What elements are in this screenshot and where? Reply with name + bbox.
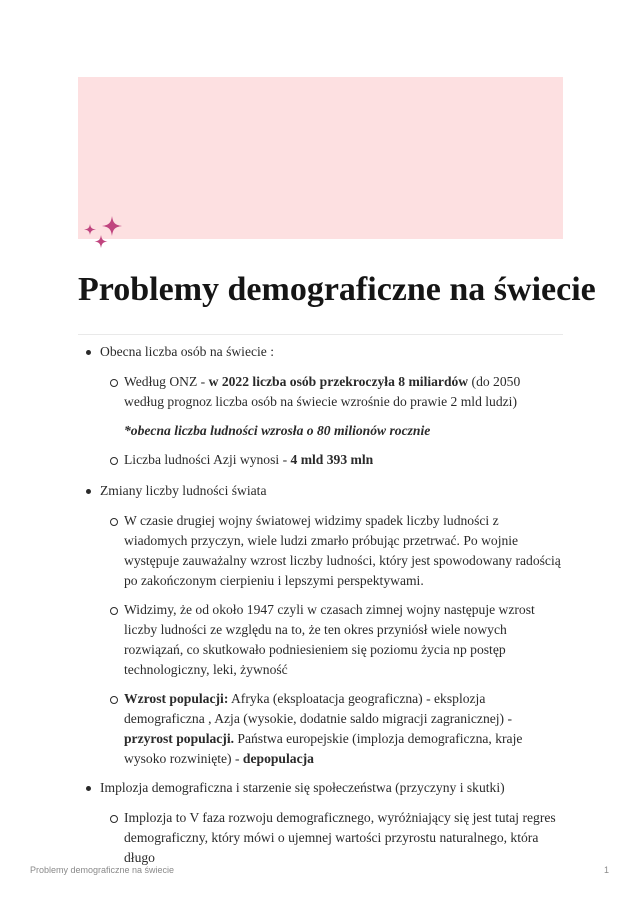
list-item: Zmiany liczby ludności świata [78, 481, 563, 501]
note-text: *obecna liczba ludności wzrosła o 80 milionów rocznie [124, 423, 431, 438]
list-item: Liczba ludności Azji wynosi - 4 mld 393 mln [78, 450, 563, 470]
page-number: 1 [604, 865, 610, 875]
page-title: Problemy demograficzne na świecie [78, 271, 596, 308]
page-content [78, 342, 563, 877]
list-item: Obecna liczba osób na świecie : [78, 342, 563, 362]
list-item: Wzrost populacji: Afryka (eksploatacja geograficzna) - eksplozja demograficzna , Azja (wysokie, dodatnie saldo migracji zagranicznej) - przyrost populacji. Państwa europejskie (implozja demograficzna, kraje wysoko rozwinięte) - depopulacja [78, 689, 563, 769]
cover-banner [78, 77, 563, 239]
list-item: W czasie drugiej wojny światowej widzimy spadek liczby ludności z wiadomych przyczyn, wiele ludzi zmarło próbując przetrwać. Po wojnie występuje zauważalny wzrost liczby ludności, który jest spowodowany radością po zakończonym cierpieniu i lepszymi perspektywami. [78, 511, 563, 591]
list-item: Według ONZ - w 2022 liczba osób przekroczyła 8 miliardów (do 2050 według prognoz liczba osób na świecie wzrośnie do prawie 2 mld ludzi) [78, 372, 563, 412]
sparkles-icon [82, 214, 126, 254]
footer-title: Problemy demograficzne na świecie [30, 865, 175, 875]
list-item: Widzimy, że od około 1947 czyli w czasach zimnej wojny następuje wzrost liczby ludności ze względu na to, że ten okres przyniósł wiele nowych rozwiązań, co skutkowało podniesieniem się poziomu życia np postęp technologiczny, leki, żywność [78, 600, 563, 680]
title-divider [78, 334, 563, 335]
list-item: Implozja to V faza rozwoju demograficznego, wyróżniający się jest tutaj regres demograficzny, który mówi o ujemnej wartości przyrostu naturalnego, która długo [78, 808, 563, 868]
list-item: Implozja demograficzna i starzenie się społeczeństwa (przyczyny i skutki) [78, 778, 563, 798]
